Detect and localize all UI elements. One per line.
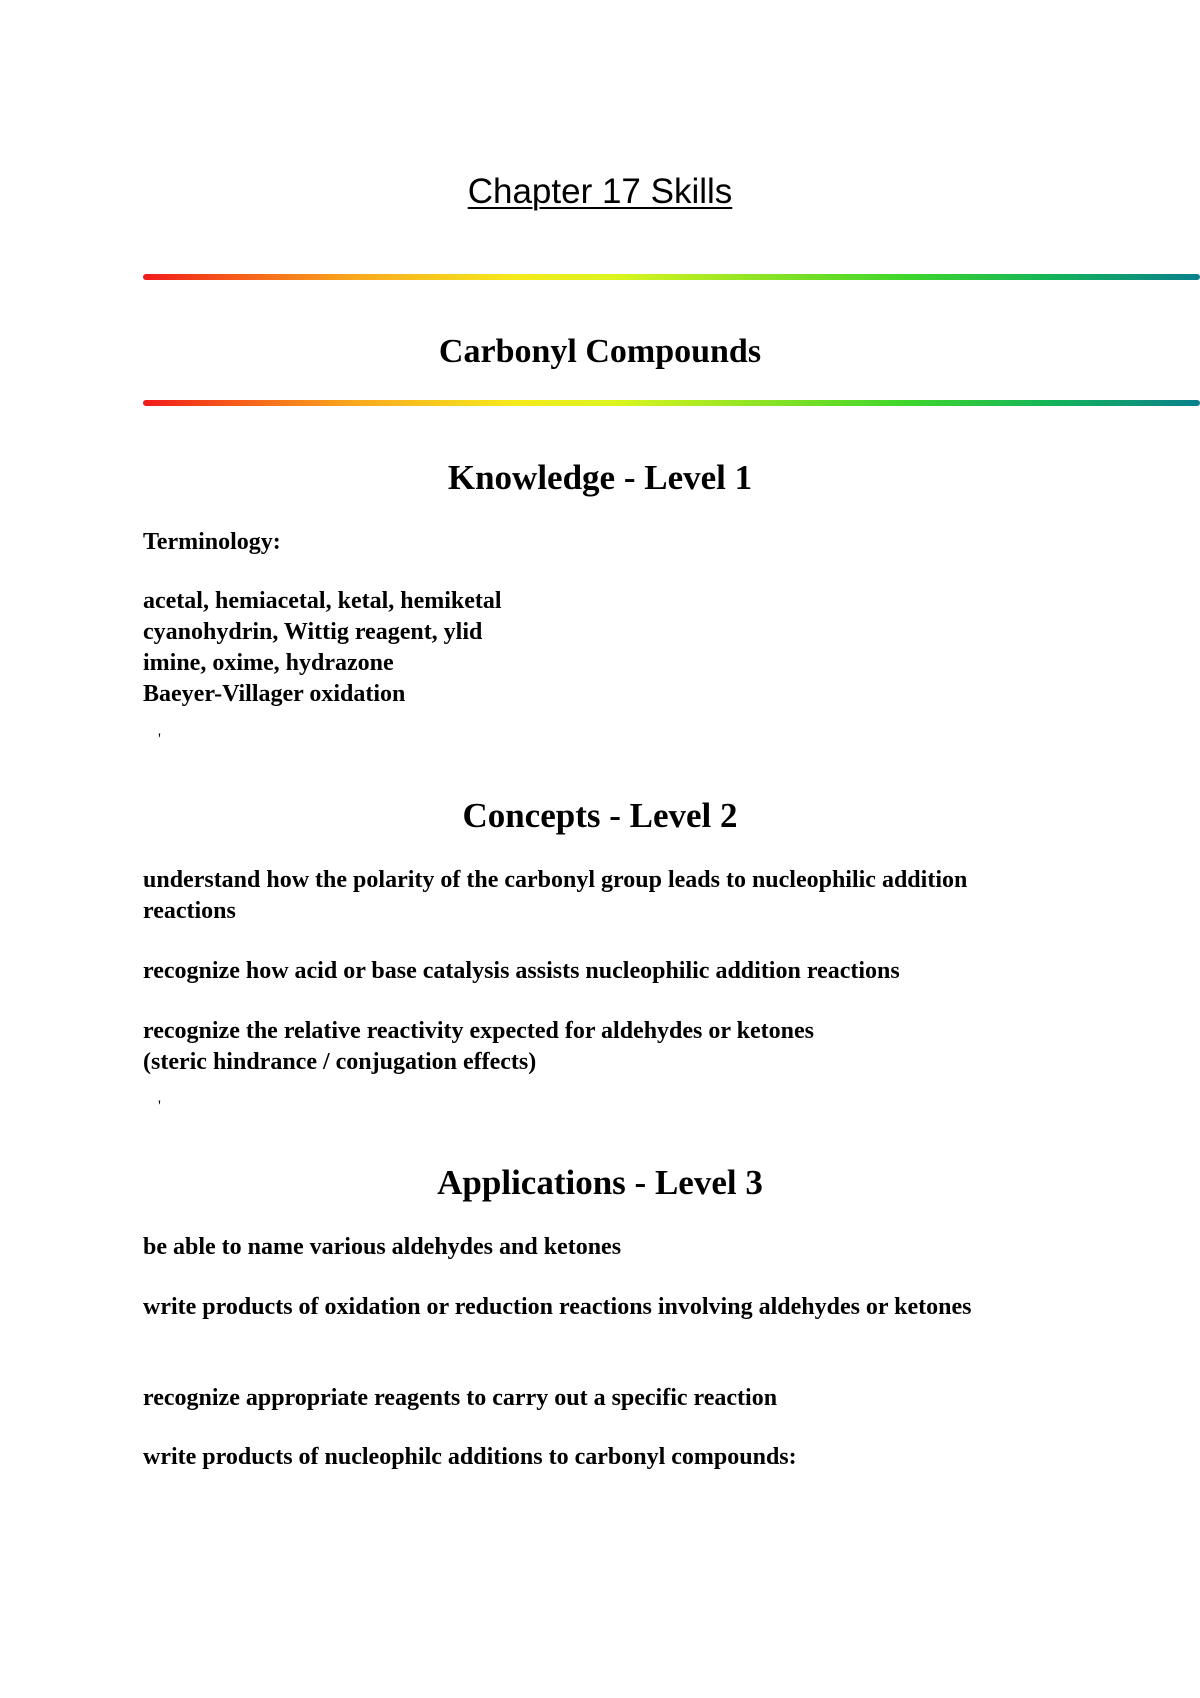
application-item: be able to name various aldehydes and ketones [143, 1234, 622, 1260]
concept-item: recognize the relative reactivity expected for aldehydes or ketones [143, 1018, 814, 1044]
term-line: cyanohydrin, Wittig reagent, ylid [143, 619, 483, 645]
rainbow-divider-top [143, 274, 1200, 280]
term-line: acetal, hemiacetal, ketal, hemiketal [143, 588, 502, 614]
stray-mark: ' [158, 1098, 161, 1115]
concepts-heading: Concepts - Level 2 [462, 796, 738, 835]
applications-heading: Applications - Level 3 [437, 1163, 763, 1202]
chapter-title: Chapter 17 Skills [467, 172, 733, 211]
application-item: write products of nucleophilc additions to carbonyl compounds: [143, 1444, 797, 1470]
concept-item-note: (steric hindrance / conjugation effects) [143, 1049, 537, 1075]
knowledge-heading: Knowledge - Level 1 [447, 458, 753, 497]
subtitle: Carbonyl Compounds [438, 333, 762, 370]
stray-mark: ' [158, 731, 161, 748]
rainbow-divider-bottom [143, 400, 1200, 406]
term-line: Baeyer-Villager oxidation [143, 681, 406, 707]
concept-item: understand how the polarity of the carbonyl group leads to nucleophilic addition reactions [143, 867, 968, 924]
concept-item: recognize how acid or base catalysis assists nucleophilic addition reactions [143, 958, 900, 984]
application-item: write products of oxidation or reduction reactions involving aldehydes or ketones [143, 1294, 972, 1320]
application-item: recognize appropriate reagents to carry out a specific reaction [143, 1385, 778, 1411]
term-line: imine, oxime, hydrazone [143, 650, 394, 676]
terminology-label: Terminology: [143, 529, 281, 555]
